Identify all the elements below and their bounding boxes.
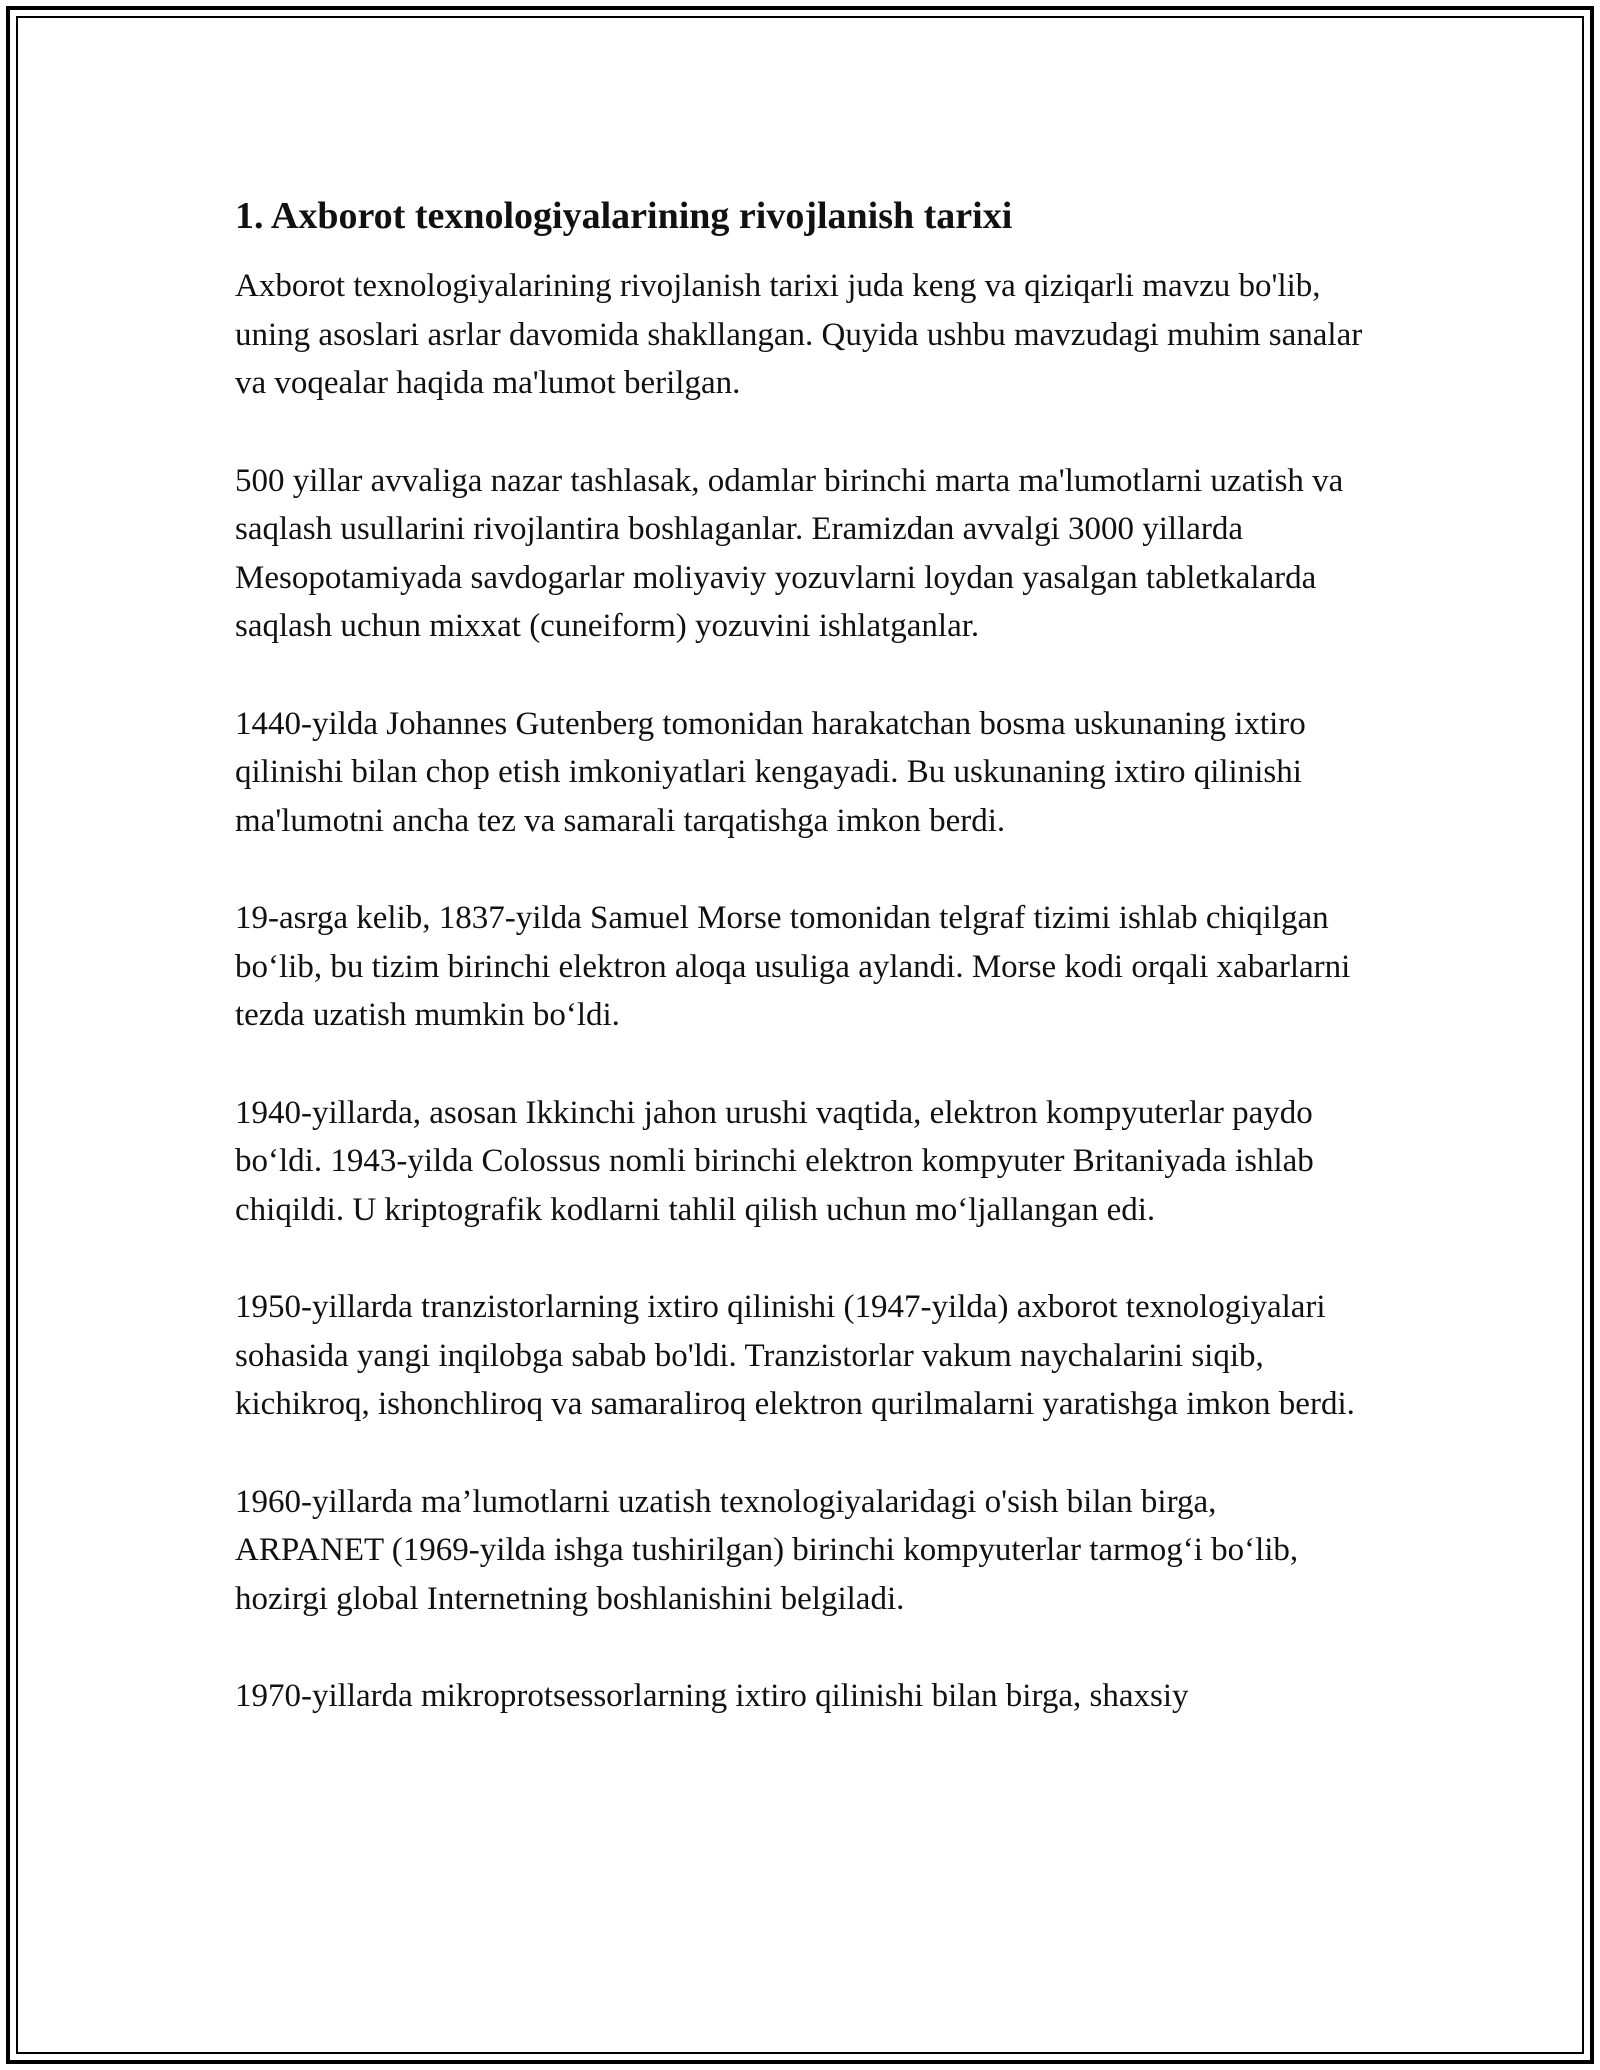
paragraph-electronic-computers: 1940-yillarda, asosan Ikkinchi jahon urushi vaqtida, elektron kompyuterlar paydo bo‘ldi. 1943-yilda Colossus nomli birinchi elektron kompyuter Britaniyada ishlab chiqildi. U kriptografik kodlarni tahlil qilish uchun mo‘ljallangan edi. — [235, 1094, 1314, 1228]
paragraph-transistors: 1950-yillarda tranzistorlarning ixtiro qilinishi (1947-yilda) axborot texnologiyalari sohasida yangi inqilobga sabab bo'ldi. Tranzistorlar vakum naychalarini siqib, kichikroq, ishonchliroq va samaraliroq elektron qurilmalarni yaratishga imkon berdi. — [235, 1289, 1355, 1422]
document-body — [235, 188, 1370, 1770]
paragraph-intro: Axborot texnologiyalarining rivojlanish tarixi juda keng va qiziqarli mavzu bo'lib, uning asoslari asrlar davomida shakllangan. Quyida ushbu mavzudagi muhim sanalar va voqealar haqida ma'lumot berilgan. — [235, 268, 1363, 401]
paragraph-telegraph: 19-asrga kelib, 1837-yilda Samuel Morse tomonidan telgraf tizimi ishlab chiqilgan bo‘lib, bu tizim birinchi elektron aloqa usuliga aylandi. Morse kodi orqali xabarlarni tezda uzatish mumkin bo‘ldi. — [235, 900, 1351, 1033]
paragraph-ancient-records: 500 yillar avvaliga nazar tashlasak, odamlar birinchi marta ma'lumotlarni uzatish va saqlash usullarini rivojlantira boshlaganlar. Eramizdan avvalgi 3000 yillarda Mesopotamiyada savdogarlar moliyaviy yozuvlarni loydan yasalgan tabletkalarda saqlash uchun mixxat (cuneiform) yozuvini ishlatganlar. — [235, 462, 1344, 644]
paragraph-microprocessors: 1970-yillarda mikroprotsessorlarning ixtiro qilinishi bilan birga, shaxsiy — [235, 1678, 1189, 1714]
paragraph-gutenberg: 1440-yilda Johannes Gutenberg tomonidan harakatchan bosma uskunaning ixtiro qilinishi bilan chop etish imkoniyatlari kengayadi. Bu uskunaning ixtiro qilinishi ma'lumotni ancha tez va samarali tarqatishga imkon berdi. — [235, 705, 1306, 839]
paragraph-arpanet: 1960-yillarda ma’lumotlarni uzatish texnologiyalaridagi o'sish bilan birga, ARPANET (1969-yilda ishga tushirilgan) birinchi kompyuterlar tarmog‘i bo‘lib, hozirgi global Internetning boshlanishini belgiladi. — [235, 1483, 1299, 1617]
section-heading: 1. Axborot texnologiyalarining rivojlanish tarixi — [235, 195, 1013, 237]
